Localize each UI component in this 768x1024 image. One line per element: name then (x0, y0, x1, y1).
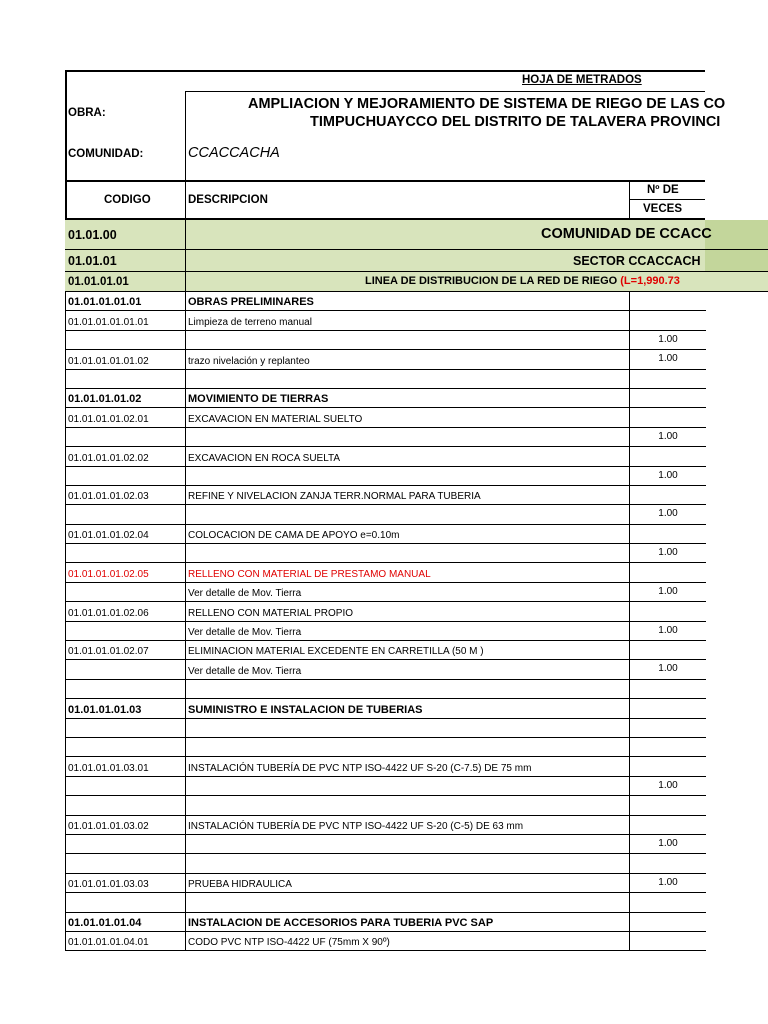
table-row[interactable] (66, 680, 706, 699)
table-row[interactable] (66, 602, 706, 621)
column-divider (185, 180, 186, 220)
group-title: COMUNIDAD DE CCACC (541, 226, 712, 242)
cell-descripcion[interactable] (186, 447, 630, 465)
cell-descripcion-text: EXCAVACION EN MATERIAL SUELTO (188, 413, 363, 425)
cell-descripcion[interactable] (186, 680, 630, 698)
cell-descripcion-text: Ver detalle de Mov. Tierra (188, 665, 302, 677)
cell-codigo[interactable] (66, 544, 186, 562)
cell-codigo-text: 01.01.01.01.02.06 (68, 607, 149, 619)
group-row-sector[interactable] (65, 250, 768, 272)
cell-codigo-text: 01.01.01.01.02.01 (68, 413, 149, 425)
group-code: 01.01.00 (68, 228, 117, 242)
cell-codigo[interactable] (66, 408, 186, 426)
cell-n-veces-text: 1.00 (658, 585, 678, 597)
cell-codigo[interactable] (66, 777, 186, 795)
cell-n-veces-text: 1.00 (658, 624, 678, 636)
cell-n-veces[interactable] (630, 932, 706, 950)
cell-descripcion[interactable] (186, 816, 630, 834)
cell-descripcion[interactable] (186, 622, 630, 640)
cell-descripcion[interactable] (186, 777, 630, 795)
column-header-veces: VECES (643, 203, 682, 215)
cell-n-veces[interactable] (630, 331, 706, 349)
cell-descripcion[interactable] (186, 854, 630, 872)
table-row[interactable] (66, 544, 706, 563)
table-row[interactable] (66, 699, 706, 718)
header-divider (185, 91, 186, 180)
cell-codigo-text: 01.01.01.01.01.01 (68, 316, 149, 328)
cell-descripcion[interactable] (186, 660, 630, 678)
cell-codigo[interactable] (66, 835, 186, 853)
cell-descripcion[interactable] (186, 505, 630, 523)
cell-codigo-text: 01.01.01.01.04.01 (68, 937, 149, 949)
cell-codigo[interactable] (66, 719, 186, 737)
cell-descripcion-text: OBRAS PRELIMINARES (188, 296, 314, 309)
cell-descripcion[interactable] (186, 486, 630, 504)
cell-codigo-text: 01.01.01.01.03.03 (68, 879, 149, 891)
table-row[interactable] (66, 389, 706, 408)
table-row[interactable] (66, 525, 706, 544)
cell-descripcion[interactable] (186, 292, 630, 310)
cell-n-veces[interactable] (630, 525, 706, 543)
cell-n-veces-text: 1.00 (658, 333, 678, 345)
cell-n-veces[interactable] (630, 505, 706, 523)
cell-codigo[interactable] (66, 331, 186, 349)
cell-descripcion-text: CODO PVC NTP ISO-4422 UF (75mm X 90º) (188, 937, 390, 949)
group-title-text: LINEA DE DISTRIBUCION DE LA RED DE RIEGO (365, 275, 618, 287)
cell-n-veces[interactable] (630, 641, 706, 659)
cell-codigo-text: 01.01.01.01.04 (68, 916, 142, 929)
cell-n-veces[interactable] (630, 428, 706, 446)
cell-descripcion-text: Ver detalle de Mov. Tierra (188, 588, 302, 600)
cell-n-veces[interactable] (630, 680, 706, 698)
table-row[interactable] (66, 757, 706, 776)
cell-codigo-text: 01.01.01.01.02.05 (68, 568, 149, 580)
cell-codigo[interactable] (66, 370, 186, 388)
cell-descripcion-text: EXCAVACION EN ROCA SUELTA (188, 452, 341, 464)
cell-codigo[interactable] (66, 893, 186, 911)
cell-codigo-text: 01.01.01.01.03.02 (68, 820, 149, 832)
cell-n-veces[interactable] (630, 738, 706, 756)
cell-descripcion[interactable] (186, 641, 630, 659)
column-header-codigo: CODIGO (104, 194, 151, 206)
cell-descripcion-text: trazo nivelación y replanteo (188, 355, 310, 367)
group-code: 01.01.01 (68, 254, 117, 268)
comunidad-value: CCACCACHA (188, 145, 280, 161)
cell-codigo-text: 01.01.01.01.01 (68, 296, 142, 309)
cell-codigo[interactable] (66, 428, 186, 446)
cell-descripcion[interactable] (186, 350, 630, 368)
table-row[interactable] (66, 641, 706, 660)
table-row[interactable] (66, 370, 706, 389)
cell-n-veces[interactable] (630, 835, 706, 853)
cell-n-veces[interactable] (630, 816, 706, 834)
cell-n-veces[interactable] (630, 719, 706, 737)
cell-descripcion[interactable] (186, 757, 630, 775)
cell-n-veces[interactable] (630, 854, 706, 872)
cell-n-veces[interactable] (630, 699, 706, 717)
table-row[interactable] (66, 311, 706, 330)
cell-descripcion[interactable] (186, 370, 630, 388)
table-row[interactable] (66, 932, 706, 951)
cell-descripcion[interactable] (186, 835, 630, 853)
group-title (185, 275, 768, 287)
cell-descripcion[interactable] (186, 428, 630, 446)
cell-descripcion[interactable] (186, 699, 630, 717)
cell-descripcion-text: SUMINISTRO E INSTALACION DE TUBERIAS (188, 703, 423, 716)
table-row[interactable] (66, 835, 706, 854)
cell-descripcion[interactable] (186, 525, 630, 543)
cell-n-veces[interactable] (630, 660, 706, 678)
cell-descripcion[interactable] (186, 563, 630, 581)
table-row[interactable] (66, 467, 706, 486)
cell-codigo[interactable] (66, 467, 186, 485)
sheet-title: HOJA DE METRADOS (522, 74, 642, 86)
cell-codigo[interactable] (66, 447, 186, 465)
table-row[interactable] (66, 777, 706, 796)
cell-n-veces[interactable] (630, 602, 706, 620)
header-divider (185, 91, 705, 92)
cell-n-veces-text: 1.00 (658, 508, 678, 520)
cell-codigo-text: 01.01.01.01.02.04 (68, 530, 149, 542)
cell-codigo[interactable] (66, 583, 186, 601)
cell-codigo[interactable] (66, 389, 186, 407)
table-row[interactable] (66, 854, 706, 873)
cell-descripcion-text: ELIMINACION MATERIAL EXCEDENTE EN CARRETILLA (50 M ) (188, 646, 484, 658)
cell-n-veces[interactable] (630, 292, 706, 310)
cell-codigo-text: 01.01.01.01.03.01 (68, 762, 149, 774)
table-row[interactable] (66, 738, 706, 757)
cell-codigo[interactable] (66, 602, 186, 620)
table-row[interactable] (66, 331, 706, 350)
column-divider (629, 180, 630, 220)
cell-n-veces[interactable] (630, 913, 706, 931)
cell-codigo[interactable] (66, 350, 186, 368)
table-row[interactable] (66, 292, 706, 311)
cell-descripcion[interactable] (186, 796, 630, 814)
group-row-comunidad[interactable] (65, 220, 768, 250)
table-header (65, 180, 705, 220)
group-row-linea[interactable] (65, 272, 768, 292)
cell-codigo[interactable] (66, 660, 186, 678)
cell-codigo[interactable] (66, 525, 186, 543)
cell-n-veces[interactable] (630, 389, 706, 407)
table-row[interactable] (66, 660, 706, 679)
table-row[interactable] (66, 505, 706, 524)
comunidad-label: COMUNIDAD: (68, 148, 144, 160)
metrados-table (65, 292, 706, 951)
table-row[interactable] (66, 428, 706, 447)
cell-descripcion-text: INSTALACION DE ACCESORIOS PARA TUBERIA PVC SAP (188, 916, 494, 929)
cell-n-veces[interactable] (630, 447, 706, 465)
obra-title-line1: AMPLIACION Y MEJORAMIENTO DE SISTEMA DE RIEGO DE LAS CO (248, 96, 726, 112)
cell-n-veces[interactable] (630, 467, 706, 485)
cell-descripcion[interactable] (186, 893, 630, 911)
cell-n-veces-text: 1.00 (658, 779, 678, 791)
cell-codigo[interactable] (66, 563, 186, 581)
cell-codigo-text: 01.01.01.01.02.03 (68, 491, 149, 503)
cell-n-veces[interactable] (630, 796, 706, 814)
table-row[interactable] (66, 816, 706, 835)
table-row[interactable] (66, 874, 706, 893)
cell-descripcion[interactable] (186, 932, 630, 950)
cell-codigo-text: 01.01.01.01.02.07 (68, 646, 149, 658)
table-row[interactable] (66, 796, 706, 815)
cell-descripcion-text: Limpieza de terreno manual (188, 316, 312, 328)
table-row[interactable] (66, 913, 706, 932)
cell-codigo[interactable] (66, 486, 186, 504)
cell-descripcion-text: Ver detalle de Mov. Tierra (188, 627, 302, 639)
cell-codigo-text: 01.01.01.01.02.02 (68, 452, 149, 464)
cell-descripcion-text: RELLENO CON MATERIAL PROPIO (188, 607, 354, 619)
cell-n-veces[interactable] (630, 350, 706, 368)
cell-n-veces-text: 1.00 (658, 837, 678, 849)
cell-codigo-text: 01.01.01.01.02 (68, 393, 142, 406)
cell-descripcion-text: COLOCACION DE CAMA DE APOYO e=0.10m (188, 530, 400, 542)
cell-descripcion-text: PRUEBA HIDRAULICA (188, 879, 292, 891)
table-row[interactable] (66, 408, 706, 427)
cell-codigo[interactable] (66, 699, 186, 717)
cell-descripcion[interactable] (186, 331, 630, 349)
cell-descripcion[interactable] (186, 913, 630, 931)
cell-n-veces[interactable] (630, 893, 706, 911)
cell-n-veces-text: 1.00 (658, 430, 678, 442)
cell-n-veces[interactable] (630, 583, 706, 601)
table-row[interactable] (66, 563, 706, 582)
obra-title-line2: TIMPUCHUAYCCO DEL DISTRITO DE TALAVERA PROVINCI (310, 114, 721, 130)
cell-codigo[interactable] (66, 757, 186, 775)
cell-n-veces[interactable] (630, 563, 706, 581)
cell-n-veces[interactable] (630, 311, 706, 329)
cell-n-veces[interactable] (630, 757, 706, 775)
cell-descripcion-text: INSTALACIÓN TUBERÍA DE PVC NTP ISO-4422 UF S-20 (C-5) DE 63 mm (188, 820, 524, 832)
cell-n-veces[interactable] (630, 777, 706, 795)
cell-n-veces-text: 1.00 (658, 876, 678, 888)
cell-descripcion-text: INSTALACIÓN TUBERÍA DE PVC NTP ISO-4422 UF S-20 (C-7.5) DE 75 mm (188, 762, 532, 774)
cell-codigo[interactable] (66, 641, 186, 659)
table-row[interactable] (66, 350, 706, 369)
obra-label: OBRA: (68, 107, 106, 119)
cell-codigo[interactable] (66, 816, 186, 834)
group-title: SECTOR CCACCACH (573, 254, 701, 268)
cell-descripcion[interactable] (186, 738, 630, 756)
cell-codigo[interactable] (66, 292, 186, 310)
cell-descripcion[interactable] (186, 389, 630, 407)
table-row[interactable] (66, 893, 706, 912)
cell-n-veces[interactable] (630, 370, 706, 388)
cell-descripcion[interactable] (186, 874, 630, 892)
cell-codigo[interactable] (66, 680, 186, 698)
cell-codigo[interactable] (66, 874, 186, 892)
table-row[interactable] (66, 486, 706, 505)
cell-descripcion[interactable] (186, 408, 630, 426)
cell-codigo[interactable] (66, 738, 186, 756)
cell-codigo-text: 01.01.01.01.03 (68, 703, 142, 716)
column-divider (629, 199, 705, 200)
cell-codigo[interactable] (66, 622, 186, 640)
table-row[interactable] (66, 583, 706, 602)
table-row[interactable] (66, 622, 706, 641)
column-header-descripcion: DESCRIPCION (188, 194, 268, 206)
cell-descripcion-text: MOVIMIENTO DE TIERRAS (188, 393, 329, 406)
cell-codigo-text: 01.01.01.01.01.02 (68, 355, 149, 367)
cell-codigo[interactable] (66, 505, 186, 523)
column-header-n-de: Nº DE (647, 184, 679, 196)
cell-codigo[interactable] (66, 854, 186, 872)
table-row[interactable] (66, 719, 706, 738)
cell-codigo[interactable] (66, 913, 186, 931)
group-code: 01.01.01.01 (68, 276, 129, 288)
cell-codigo[interactable] (66, 796, 186, 814)
cell-descripcion[interactable] (186, 467, 630, 485)
cell-n-veces-text: 1.00 (658, 547, 678, 559)
table-row[interactable] (66, 447, 706, 466)
cell-descripcion[interactable] (186, 602, 630, 620)
cell-n-veces[interactable] (630, 408, 706, 426)
cell-descripcion[interactable] (186, 311, 630, 329)
cell-n-veces[interactable] (630, 544, 706, 562)
cell-n-veces[interactable] (630, 874, 706, 892)
cell-descripcion-text: RELLENO CON MATERIAL DE PRESTAMO MANUAL (188, 568, 431, 580)
cell-n-veces-text: 1.00 (658, 353, 678, 365)
cell-descripcion[interactable] (186, 544, 630, 562)
cell-descripcion[interactable] (186, 719, 630, 737)
cell-codigo[interactable] (66, 311, 186, 329)
group-title-length: (L=1,990.73 (620, 275, 680, 287)
cell-descripcion-text: REFINE Y NIVELACION ZANJA TERR.NORMAL PARA TUBERIA (188, 491, 481, 503)
cell-n-veces-text: 1.00 (658, 663, 678, 675)
cell-n-veces[interactable] (630, 622, 706, 640)
cell-codigo[interactable] (66, 932, 186, 950)
cell-descripcion[interactable] (186, 583, 630, 601)
cell-n-veces[interactable] (630, 486, 706, 504)
cell-n-veces-text: 1.00 (658, 469, 678, 481)
